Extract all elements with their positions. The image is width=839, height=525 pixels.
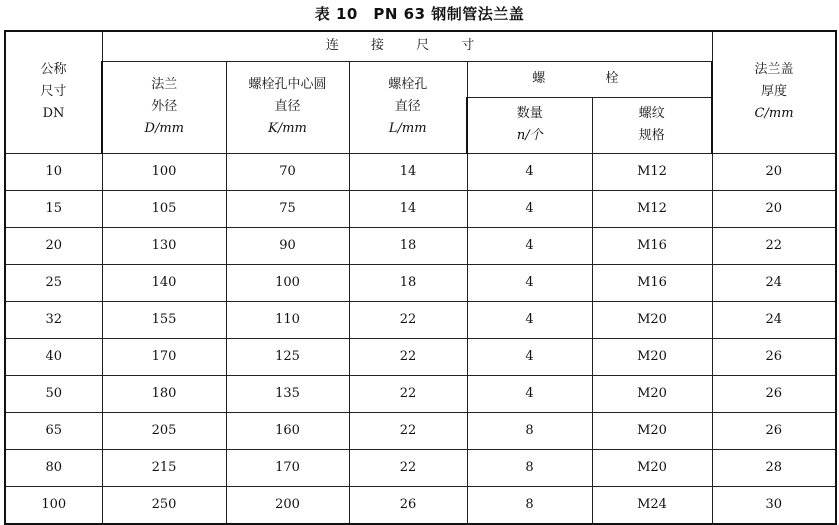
table-row [5,227,836,264]
cell-flange-od: 130 [102,227,226,264]
table-row [5,449,836,486]
cell-flange-od: 250 [102,486,226,524]
cell-bolt-hole: 22 [349,375,467,412]
table-row [5,153,836,190]
header-connection-label: 连 接 尺 寸 [325,38,489,54]
cell-thickness: 24 [712,301,836,338]
header-flange-od-line-3: D/mm [144,121,184,136]
cell-thickness: 28 [712,449,836,486]
header-thickness-line-2: 厚度 [761,84,788,100]
cell-thickness: 26 [712,338,836,375]
cell-thread: M12 [592,153,712,190]
cell-bolt-qty: 4 [467,375,592,412]
cell-bolt-qty: 4 [467,190,592,227]
cell-bolt-hole: 22 [349,338,467,375]
table-row [5,486,836,524]
cell-flange-od: 215 [102,449,226,486]
cell-thickness: 20 [712,190,836,227]
header-nominal-size-line-1: 公称 [40,62,67,78]
header-bolt-circle [226,61,349,153]
cell-bolt-qty: 4 [467,227,592,264]
cell-flange-od: 180 [102,375,226,412]
header-bolt-hole-line-2: 直径 [394,99,421,114]
cell-bolt-circle: 90 [226,227,349,264]
cell-dn: 15 [5,190,102,227]
cell-bolt-qty: 4 [467,301,592,338]
cell-bolt-qty: 4 [467,264,592,301]
cell-thread: M20 [592,412,712,449]
header-bolt-label: 螺 栓 [532,71,647,86]
cell-thread: M20 [592,338,712,375]
cell-thread: M12 [592,190,712,227]
flange-cover-table [4,30,837,525]
cell-thickness: 20 [712,153,836,190]
cell-bolt-circle: 135 [226,375,349,412]
cell-bolt-hole: 26 [349,486,467,524]
cell-bolt-circle: 170 [226,449,349,486]
header-connection-dimensions [102,31,712,61]
cell-bolt-qty: 8 [467,486,592,524]
cell-thickness: 30 [712,486,836,524]
cell-dn: 80 [5,449,102,486]
header-thickness-line-3: C/mm [754,106,794,122]
cell-flange-od: 105 [102,190,226,227]
cell-flange-od: 170 [102,338,226,375]
header-flange-od-line-2: 外径 [151,99,178,114]
cell-bolt-hole: 18 [349,227,467,264]
cell-dn: 25 [5,264,102,301]
header-flange-od [102,61,226,153]
cell-thickness: 26 [712,412,836,449]
cell-bolt-qty: 8 [467,412,592,449]
header-thread-spec [592,97,712,153]
cell-bolt-circle: 100 [226,264,349,301]
table-row [5,264,836,301]
cell-bolt-qty: 8 [467,449,592,486]
cell-bolt-circle: 200 [226,486,349,524]
cell-bolt-hole: 22 [349,449,467,486]
cell-bolt-circle: 70 [226,153,349,190]
table-row [5,375,836,412]
cell-thread: M20 [592,375,712,412]
cell-bolt-circle: 125 [226,338,349,375]
table-row [5,338,836,375]
cell-thickness: 24 [712,264,836,301]
cell-flange-od: 155 [102,301,226,338]
header-bolt-group [467,61,712,97]
cell-thickness: 26 [712,375,836,412]
cell-thread: M20 [592,301,712,338]
cell-dn: 65 [5,412,102,449]
header-flange-od-line-1: 法兰 [151,77,178,92]
table-row [5,412,836,449]
cell-dn: 100 [5,486,102,524]
cell-dn: 32 [5,301,102,338]
cell-bolt-circle: 110 [226,301,349,338]
cell-dn: 20 [5,227,102,264]
cell-thread: M20 [592,449,712,486]
header-bolt-hole [349,61,467,153]
cell-thread: M16 [592,227,712,264]
header-nominal-size-line-3: DN [42,106,65,122]
header-nominal-size [5,31,102,153]
cell-bolt-hole: 22 [349,412,467,449]
cell-dn: 50 [5,375,102,412]
header-thread-line-2: 规格 [638,128,665,143]
cell-bolt-circle: 75 [226,190,349,227]
cell-bolt-hole: 14 [349,153,467,190]
cell-flange-od: 205 [102,412,226,449]
header-thickness-line-1: 法兰盖 [754,62,794,78]
cell-bolt-qty: 4 [467,338,592,375]
header-thread-line-1: 螺纹 [638,106,665,121]
cell-thickness: 22 [712,227,836,264]
header-bolt-circle-line-2: 直径 [274,99,301,114]
table-row [5,301,836,338]
header-bolt-circle-line-1: 螺栓孔中心圆 [248,77,327,92]
cell-thread: M24 [592,486,712,524]
cell-bolt-hole: 14 [349,190,467,227]
cell-bolt-qty: 4 [467,153,592,190]
cell-bolt-circle: 160 [226,412,349,449]
header-bolt-qty-line-1: 数量 [516,106,543,121]
cell-thread: M16 [592,264,712,301]
cell-dn: 40 [5,338,102,375]
header-bolt-qty-line-2: n/个 [516,128,543,143]
cell-bolt-hole: 18 [349,264,467,301]
header-bolt-hole-line-3: L/mm [388,121,427,136]
cell-flange-od: 140 [102,264,226,301]
cell-flange-od: 100 [102,153,226,190]
cell-dn: 10 [5,153,102,190]
header-nominal-size-line-2: 尺寸 [40,84,67,100]
header-cover-thickness [712,31,836,153]
header-bolt-quantity [467,97,592,153]
header-bolt-hole-line-1: 螺栓孔 [388,77,428,92]
header-bolt-circle-line-3: K/mm [268,121,307,136]
table-caption: 表 10 PN 63 钢制管法兰盖 [314,5,525,23]
table-row [5,190,836,227]
cell-bolt-hole: 22 [349,301,467,338]
